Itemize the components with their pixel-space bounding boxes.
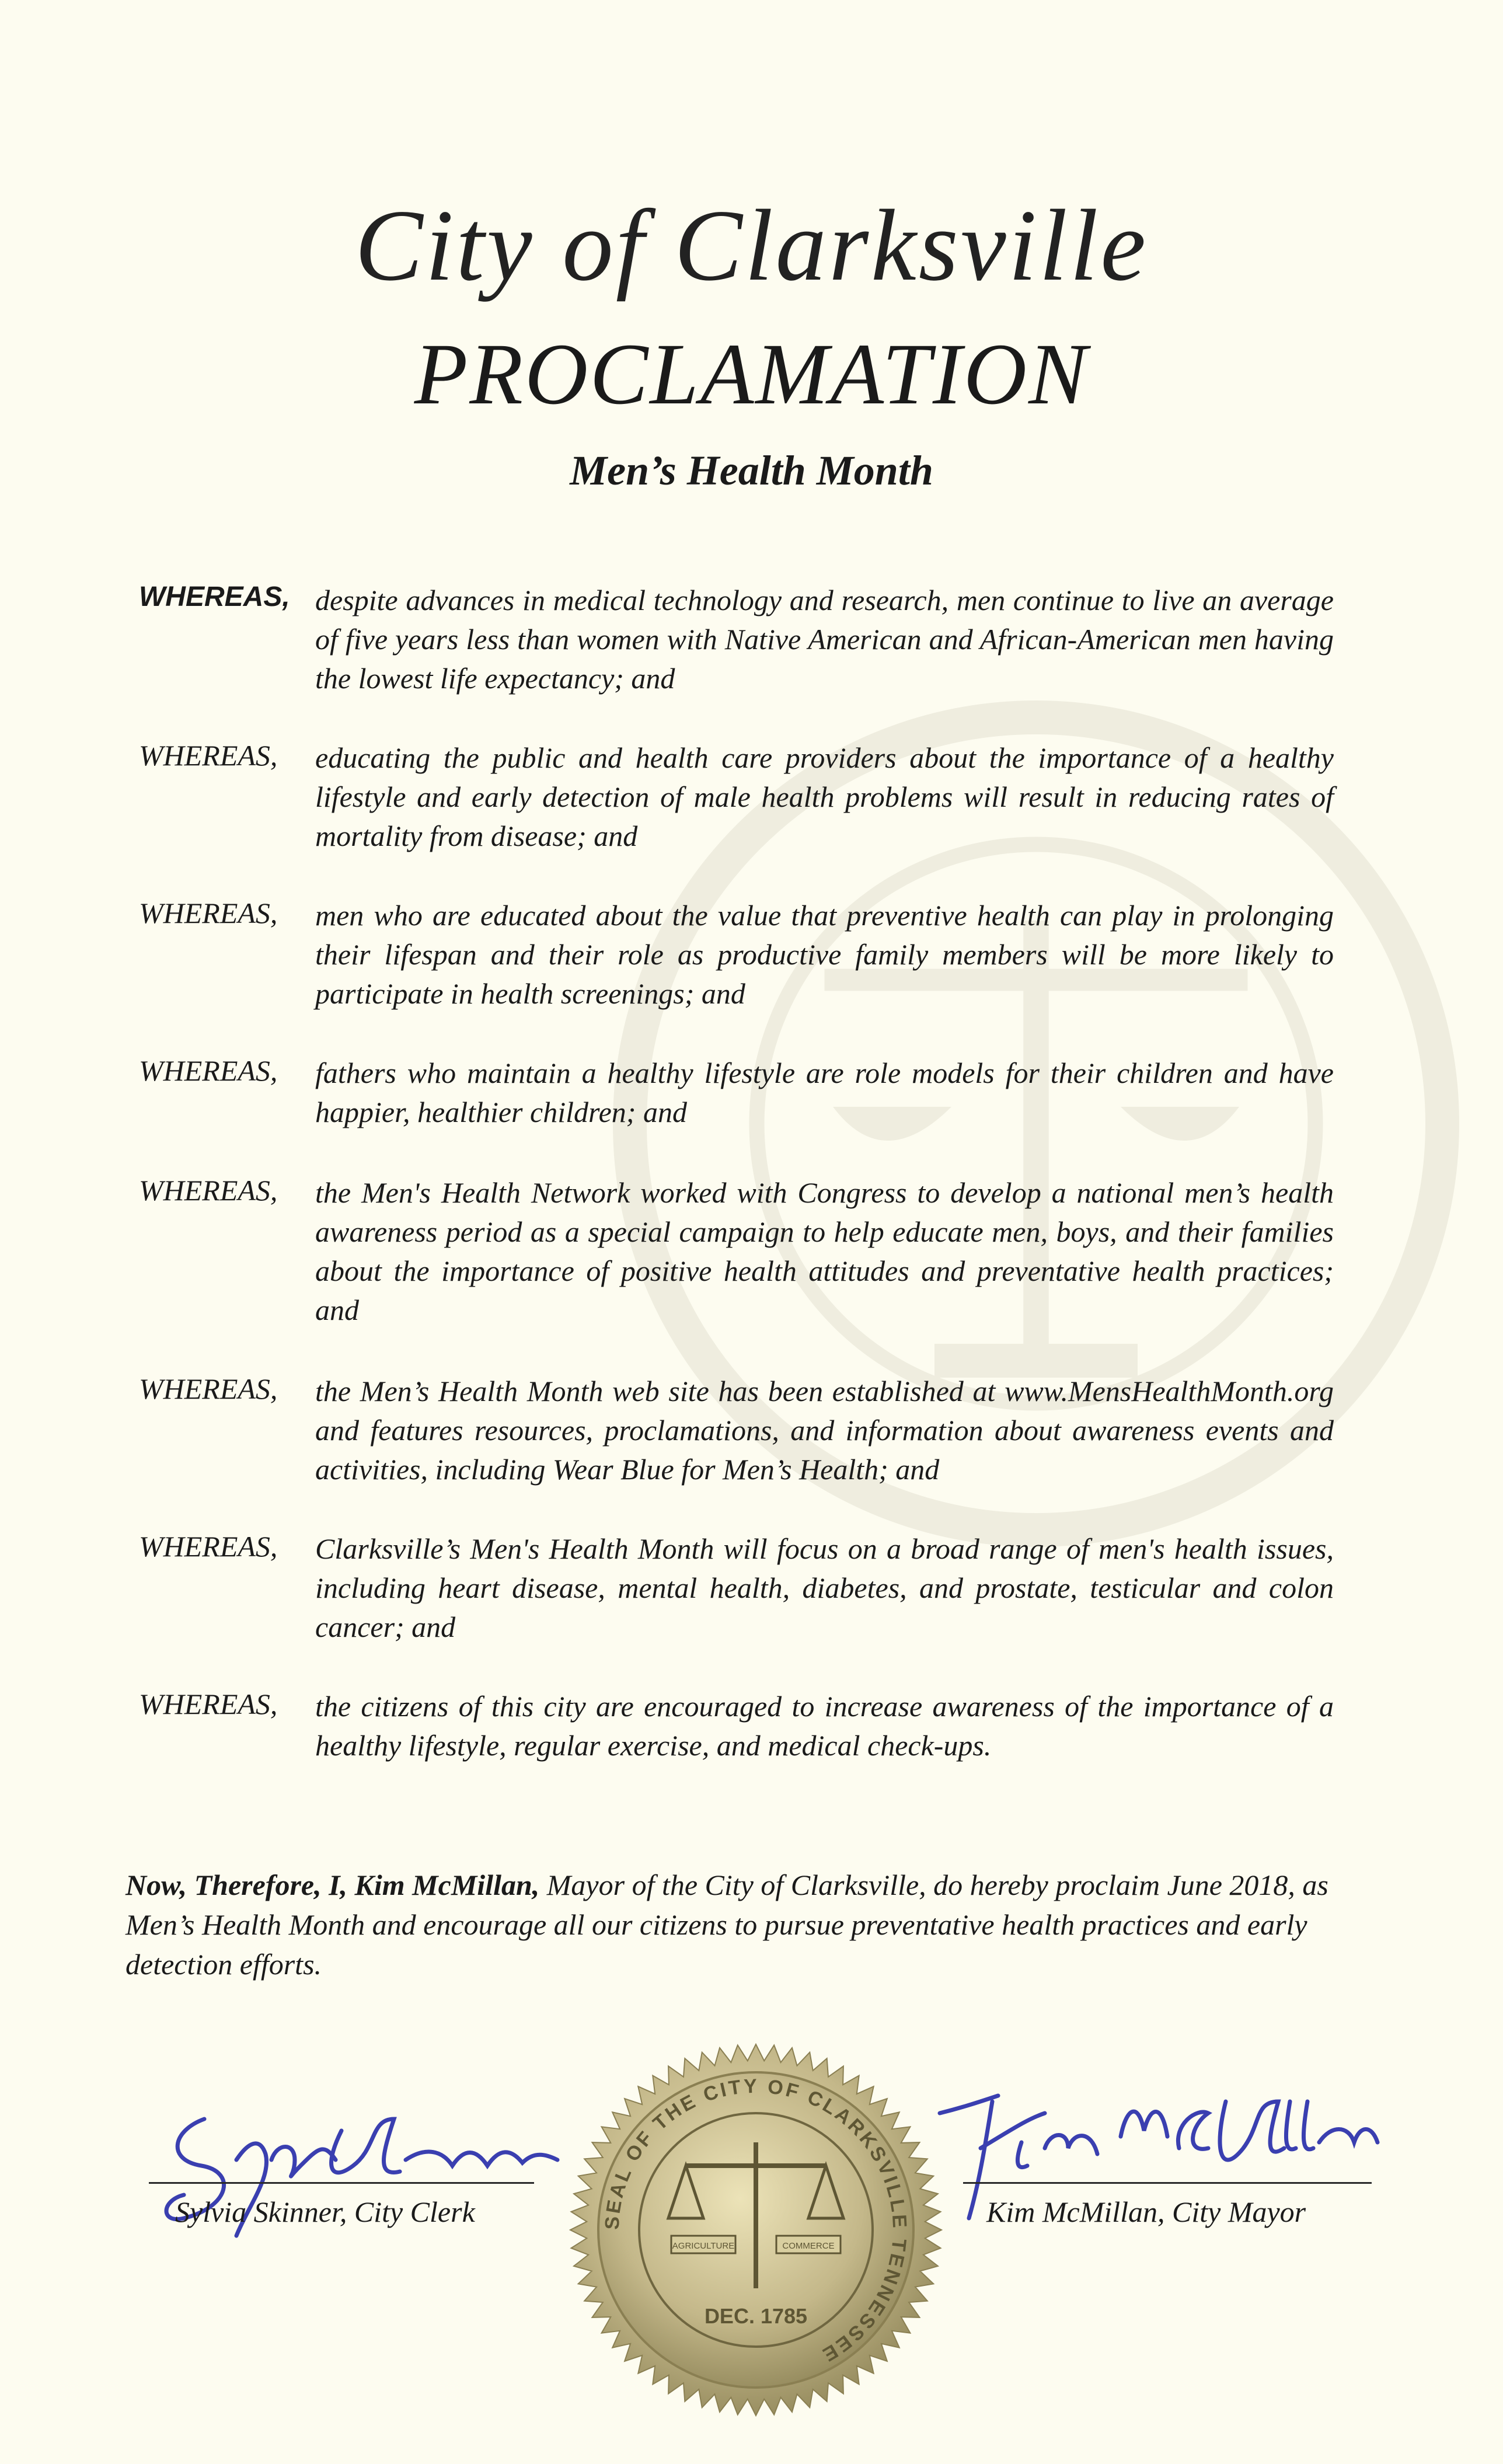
clause-text: educating the public and health care providers about the importance of a healthy lifestyle and early detection of male health problems will result in reducing rates of mortality from disease; and xyxy=(315,741,1334,852)
clause-text: despite advances in medical technology and research, men continue to live an average of five years less than women with Native American and African-American men having the lowest life expectancy; and xyxy=(315,584,1334,695)
seal-right-label: COMMERCE xyxy=(782,2241,835,2251)
seal-date: DEC. 1785 xyxy=(704,2304,808,2328)
clause-text: the Men's Health Network worked with Congress to develop a national men’s health awareness period as a special campaign to help educate men, boys, and their families about the importance of positive health attitudes and preventative health practices; and xyxy=(315,1176,1334,1326)
seal-ring-text: SEAL OF THE CITY OF CLARKSVILLE TENNESSEE xyxy=(601,2075,911,2367)
clause-text: fathers who maintain a healthy lifestyle are role models for their children and have happier, healthier children; and xyxy=(315,1057,1334,1128)
clerk-signature-line xyxy=(149,2182,534,2184)
clause-text: the Men’s Health Month web site has been established at www.MensHealthMonth.org and features resources, proclamations, and information about awareness events and activities, including Wear Blue for Men’s Health; and xyxy=(315,1375,1334,1486)
clause-text: men who are educated about the value that preventive health can play in prolonging their lifespan and their role as productive family members will be more likely to participate in health screenings; and xyxy=(315,899,1334,1010)
clause-label: WHEREAS, xyxy=(139,1372,278,1405)
clause-label: WHEREAS, xyxy=(139,897,278,929)
clerk-name: Sylvia Skinner, City Clerk xyxy=(175,2195,475,2228)
mayor-signature-line xyxy=(963,2182,1372,2184)
city-seal-icon xyxy=(569,2043,943,2417)
clause-label: WHEREAS, xyxy=(139,1530,278,1563)
page-title: PROCLAMATION xyxy=(414,326,1089,423)
clause-label: WHEREAS, xyxy=(139,1174,278,1207)
clause-label: WHEREAS, xyxy=(139,1054,278,1087)
clause-label: WHEREAS, xyxy=(139,1688,278,1720)
clause-label: WHEREAS, xyxy=(139,739,278,772)
proclamation-body: Mayor of the City of Clarksville, do hereby proclaim June 2018, as Men’s Health Month and encourage all our citizens to pursue preventative health practices and early detection efforts. xyxy=(125,1869,1328,1981)
seal-left-label: AGRICULTURE xyxy=(672,2241,735,2251)
page-subtitle: Men’s Health Month xyxy=(570,447,933,494)
mayor-name: Kim McMillan, City Mayor xyxy=(986,2195,1306,2228)
proclamation-lead: Now, Therefore, I, Kim McMillan, xyxy=(125,1869,540,1901)
clause-label: WHEREAS, xyxy=(139,581,290,612)
proclamation-statement xyxy=(125,1865,1334,1984)
clause-text: the citizens of this city are encouraged to increase awareness of the importance of a healthy lifestyle, regular exercise, and medical check-ups. xyxy=(315,1690,1334,1762)
clause-text: Clarksville’s Men's Health Month will focus on a broad range of men's health issues, including heart disease, mental health, diabetes, and prostate, testicular and colon cancer; and xyxy=(315,1532,1334,1643)
city-name-script: City of Clarksville xyxy=(354,189,1149,302)
